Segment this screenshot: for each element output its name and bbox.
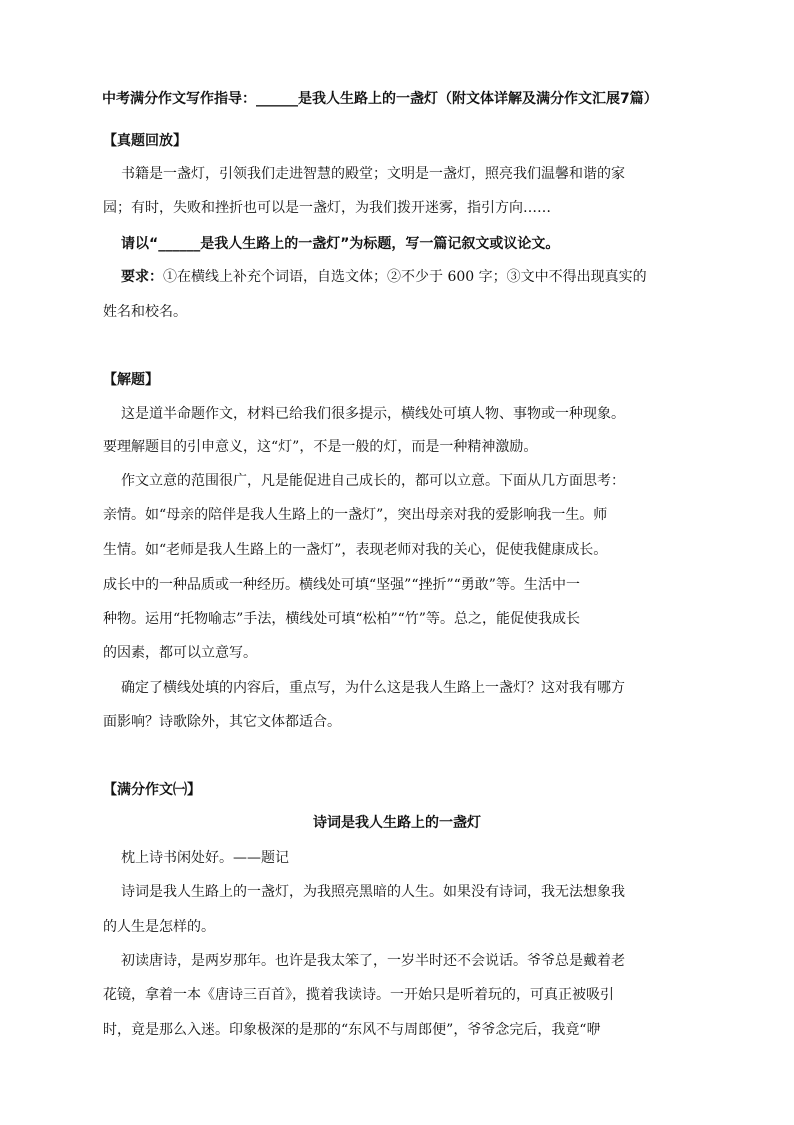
requirements-line-continued: 姓名和校名。 — [103, 304, 187, 320]
essay-line: 时，竟是那么入迷。印象极深的是那的“东风不与周郎便”，爷爷念完后，我竟“咿 — [103, 1022, 601, 1038]
essay-line: 诗词是我人生路上的一盏灯，为我照亮黑暗的人生。如果没有诗词，我无法想象我 — [121, 884, 625, 900]
paragraph-line: 成长中的一种品质或一种经历。横线处可填“坚强”“挫折”“勇敢”等。生活中一 — [103, 577, 580, 593]
paragraph-line: 作文立意的范围很广，凡是能促进自己成长的，都可以立意。下面从几方面思考： — [121, 473, 625, 489]
essay-line: 花镜，拿着一本《唐诗三百首》，揽着我读诗。一开始只是听着玩的，可真正被吸引 — [103, 987, 614, 1003]
paragraph-line: 书籍是一盏灯，引领我们走进智慧的殿堂；文明是一盏灯，照亮我们温馨和谐的家 — [121, 166, 625, 182]
paragraph-line: 生情。如“老师是我人生路上的一盏灯”，表现老师对我的关心，促使我健康成长。 — [103, 542, 608, 558]
requirements-label: 要求： — [121, 269, 163, 285]
essay-epigraph: 枕上诗书闲处好。——题记 — [121, 850, 289, 866]
paragraph-line: 亲情。如“母亲的陪伴是我人生路上的一盏灯”，突出母亲对我的爱影响我一生。师 — [103, 507, 608, 523]
essay-line: 的人生是怎样的。 — [103, 919, 215, 935]
essay-prompt: 请以“______是我人生路上的一盏灯”为标题，写一篇记叙文或议论文。 — [121, 236, 560, 252]
requirements-line — [121, 267, 647, 287]
section-heading-analysis: 【解题】 — [103, 372, 159, 388]
section-heading-essay: 【满分作文㈠】 — [103, 782, 201, 798]
essay-line: 初读唐诗，是两岁那年。也许是我太笨了，一岁半时还不会说话。爷爷总是戴着老 — [121, 953, 625, 969]
requirements-text: ①在横线上补充个词语，自选文体；②不少于 600 字；③文中不得出现真实的 — [163, 269, 647, 285]
paragraph-line: 种物。运用“托物喻志”手法，横线处可填“松柏”“竹”等。总之，能促使我成长 — [103, 611, 580, 627]
essay-title: 诗词是我人生路上的一盏灯 — [313, 815, 481, 831]
paragraph-line: 这是道半命题作文，材料已给我们很多提示，横线处可填人物、事物或一种现象。 — [121, 406, 625, 422]
paragraph-line: 园；有时，失败和挫折也可以是一盏灯，为我们拨开迷雾，指引方向…… — [103, 200, 551, 216]
paragraph-line: 的因素，都可以立意写。 — [103, 645, 257, 661]
document-title: 中考满分作文写作指导：______是我人生路上的一盏灯（附文体详解及满分作文汇展7篇） — [102, 91, 658, 107]
paragraph-line: 确定了横线处填的内容后，重点写，为什么这是我人生路上一盏灯？这对我有哪方 — [121, 680, 625, 696]
paragraph-line: 面影响？诗歌除外，其它文体都适合。 — [103, 714, 341, 730]
paragraph-line: 要理解题目的引申意义，这“灯”，不是一般的灯，而是一种精神激励。 — [103, 439, 538, 455]
section-heading-real-question: 【真题回放】 — [103, 133, 187, 149]
